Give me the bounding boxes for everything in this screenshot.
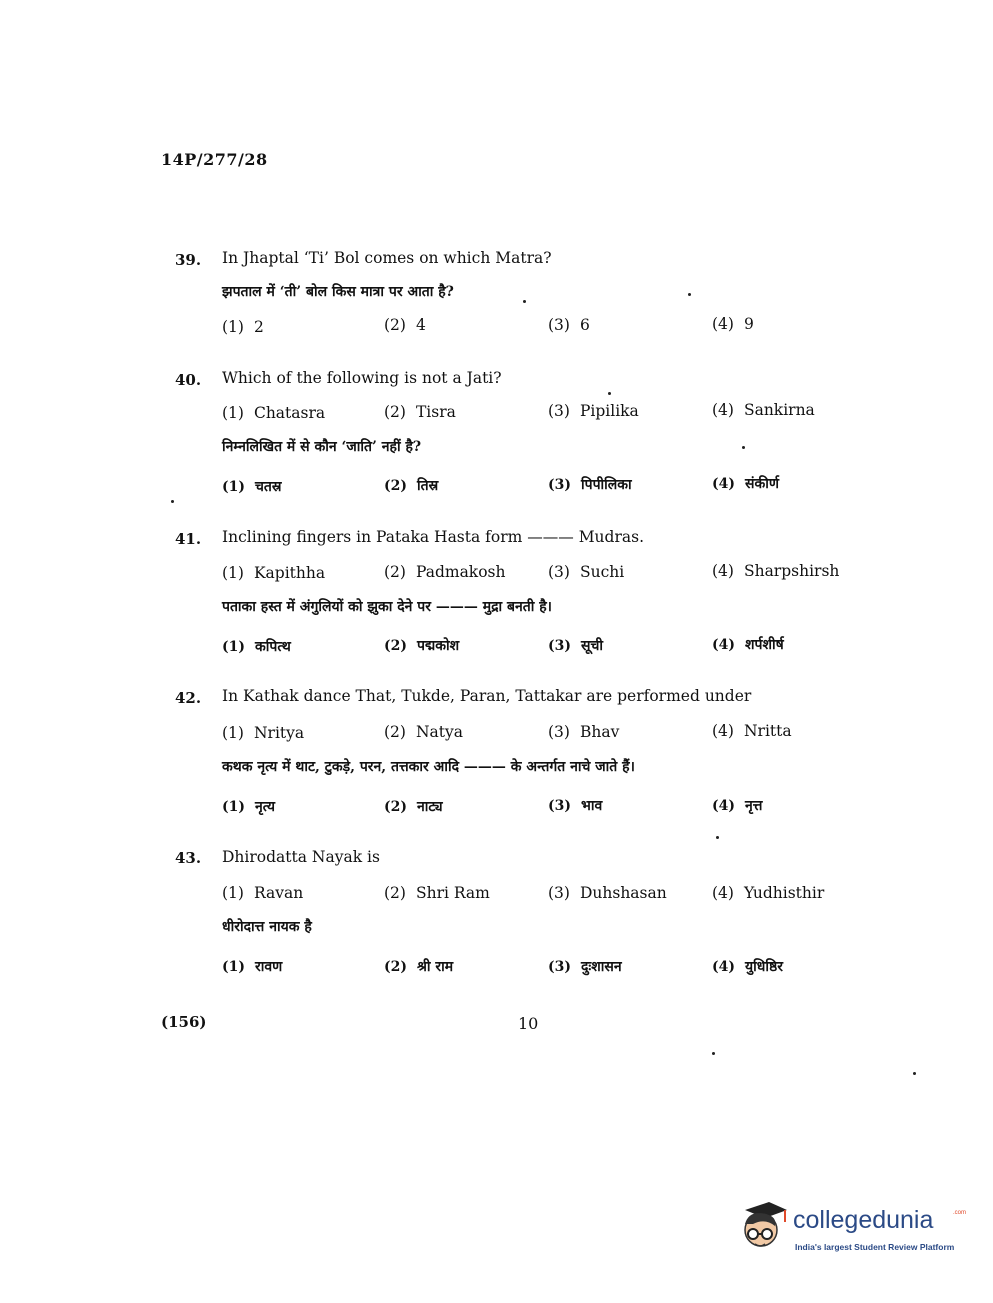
option-1: (1) Ravan — [222, 884, 304, 902]
option-1-hindi: (1) कपित्थ — [222, 639, 291, 655]
question-text-hindi: धीरोदात्त नायक है — [222, 919, 312, 935]
option-1: (1) Nritya — [222, 724, 305, 742]
option-3-hindi: (3) दुःशासन — [548, 959, 622, 975]
paper-code: 14P/277/28 — [161, 150, 268, 169]
question-number: 39. — [175, 251, 202, 269]
option-4: (4) Yudhisthir — [712, 884, 825, 902]
option-1: (1) Kapithha — [222, 564, 326, 582]
scan-speck — [712, 1052, 715, 1055]
option-2-hindi: (2) तिस्र — [384, 478, 439, 494]
question-number: 43. — [175, 849, 202, 867]
option-4: (4) Sankirna — [712, 401, 815, 419]
option-4-hindi: (4) युधिष्ठिर — [712, 959, 783, 975]
option-3-hindi: (3) सूची — [548, 638, 603, 654]
logo-wordmark: collegedunia — [793, 1206, 934, 1234]
question-number: 42. — [175, 689, 202, 707]
option-4: (4) 9 — [712, 315, 754, 333]
option-2: (2) Tisra — [384, 403, 456, 421]
scan-speck — [742, 446, 745, 449]
option-2: (2) Padmakosh — [384, 563, 506, 581]
question-text: Which of the following is not a Jati? — [222, 369, 502, 387]
scan-speck — [523, 300, 526, 303]
mascot-icon — [735, 1196, 791, 1258]
option-1-hindi: (1) चतस्र — [222, 479, 282, 495]
option-3: (3) Pipilika — [548, 402, 639, 420]
option-2: (2) Natya — [384, 723, 463, 741]
option-4-hindi: (4) संकीर्ण — [712, 476, 779, 492]
question-text: Dhirodatta Nayak is — [222, 848, 380, 866]
option-2-hindi: (2) नाट्य — [384, 799, 443, 815]
question-text: Inclining fingers in Pataka Hasta form ——— Mudras. — [222, 528, 644, 546]
option-2: (2) Shri Ram — [384, 884, 490, 902]
question-text-hindi: झपताल में ‘ती’ बोल किस मात्रा पर आता है? — [222, 284, 454, 300]
question-text: In Jhaptal ‘Ti’ Bol comes on which Matra? — [222, 249, 552, 267]
question-text: In Kathak dance That, Tukde, Paran, Tattakar are performed under — [222, 687, 752, 705]
question-number: 40. — [175, 371, 202, 389]
option-3-hindi: (3) भाव — [548, 798, 603, 814]
option-3: (3) Suchi — [548, 563, 625, 581]
option-4-hindi: (4) शर्पशीर्ष — [712, 637, 784, 653]
option-3-hindi: (3) पिपीलिका — [548, 477, 632, 493]
option-4: (4) Nritta — [712, 722, 792, 740]
option-1: (1) 2 — [222, 318, 264, 336]
option-2-hindi: (2) श्री राम — [384, 959, 454, 975]
option-4: (4) Sharpshirsh — [712, 562, 840, 580]
collegedunia-logo — [735, 1196, 965, 1262]
scan-speck — [716, 836, 719, 839]
logo-tagline: India's largest Student Review Platform — [795, 1242, 955, 1252]
option-3: (3) 6 — [548, 316, 590, 334]
scan-speck — [171, 500, 174, 503]
option-1-hindi: (1) रावण — [222, 959, 283, 975]
page-number: 10 — [518, 1014, 539, 1033]
option-1: (1) Chatasra — [222, 404, 326, 422]
option-3: (3) Duhshasan — [548, 884, 667, 902]
option-2-hindi: (2) पद्मकोश — [384, 638, 460, 654]
question-text-hindi: पताका हस्त में अंगुलियों को झुका देने पर ——— मुद्रा बनती है। — [222, 599, 552, 615]
logo-domain: .com — [953, 1210, 967, 1216]
scan-speck — [688, 293, 691, 296]
option-4-hindi: (4) नृत्त — [712, 798, 763, 814]
option-3: (3) Bhav — [548, 723, 620, 741]
question-text-hindi: कथक नृत्य में थाट, टुकड़े, परन, तत्तकार आदि ——— के अन्तर्गत नाचे जाते हैं। — [222, 759, 635, 775]
option-1-hindi: (1) नृत्य — [222, 799, 275, 815]
option-2: (2) 4 — [384, 316, 426, 334]
scan-speck — [913, 1072, 916, 1075]
question-number: 41. — [175, 530, 202, 548]
question-text-hindi: निम्नलिखित में से कौन ‘जाति’ नहीं है? — [222, 439, 422, 455]
booklet-code: (156) — [161, 1013, 207, 1031]
scan-speck — [608, 392, 611, 395]
